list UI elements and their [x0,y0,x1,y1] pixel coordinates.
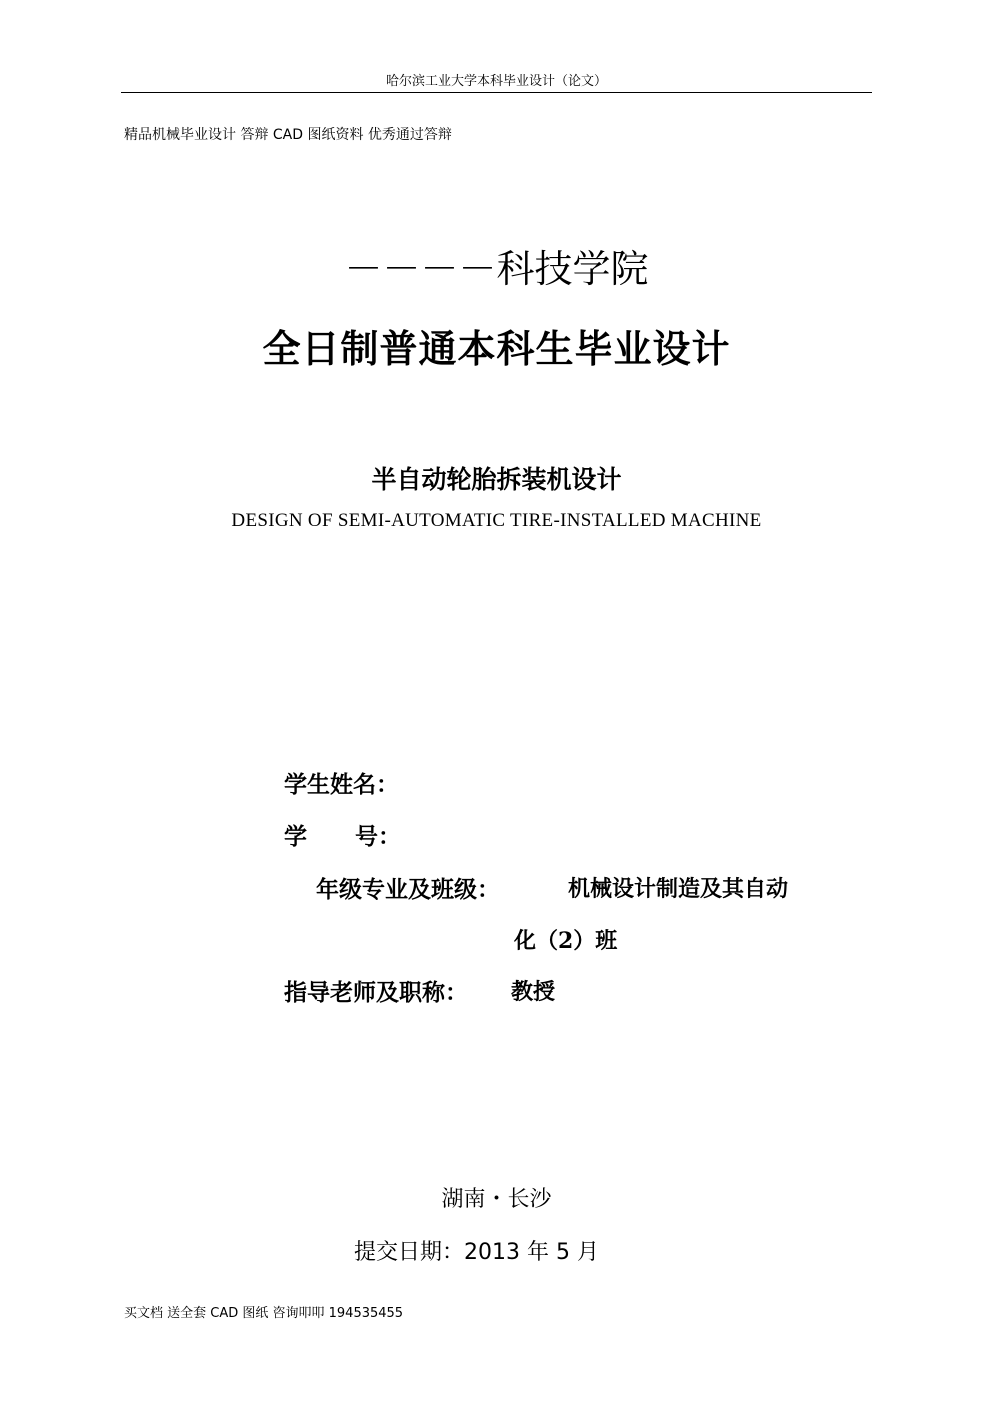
institute-name: －－－－科技学院 [344,247,649,291]
promo-line: 精品机械毕业设计 答辩 CAD 图纸资料 优秀通过答辩 [124,127,452,143]
class-value-line1: 机械设计制造及其自动 [568,876,789,902]
class-value-line2: 化（2）班 [514,928,618,954]
class-label: 年级专业及班级： [316,877,500,903]
header-rule [121,92,872,93]
location: 湖南・长沙 [441,1187,552,1212]
footer-note: 买文档 送全套 CAD 图纸 咨询叩叩 194535455 [124,1306,404,1321]
student-id-label: 学 号： [284,824,402,850]
running-header: 哈尔滨工业大学本科毕业设计（论文） [385,74,607,89]
submit-date: 提交日期：2013 年 5 月 [354,1240,599,1265]
main-title: 全日制普通本科生毕业设计 [262,327,731,371]
student-name-label: 学生姓名： [284,772,399,798]
thesis-title-en: DESIGN OF SEMI-AUTOMATIC TIRE-INSTALLED MACHINE [231,510,762,531]
advisor-label: 指导老师及职称： [284,980,468,1006]
advisor-value: 教授 [511,979,556,1005]
thesis-title-cn: 半自动轮胎拆装机设计 [371,465,622,494]
